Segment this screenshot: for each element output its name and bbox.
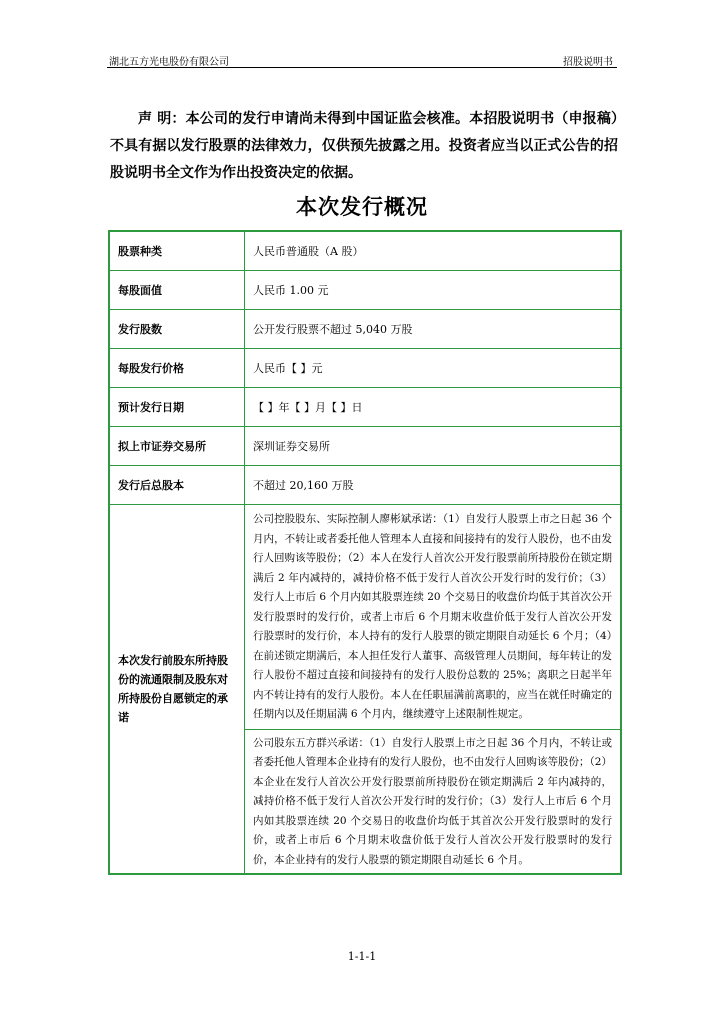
page-number: 1-1-1: [347, 950, 377, 963]
table-row: [109, 388, 621, 427]
table-row: [109, 466, 621, 505]
disclaimer-statement: 声 明：本公司的发行申请尚未得到中国证监会核准。本招股说明书（申报稿）不具有据以发行股票的法律效力，仅供预先披露之用。投资者应当以正式公告的招股说明书全文作为作出投资决定的依据。: [110, 111, 618, 181]
row-label: 预计发行日期: [109, 388, 245, 427]
header-document-type: 招股说明书: [563, 57, 613, 68]
table-row-lockup: [109, 505, 621, 875]
lockup-commitments: [245, 505, 622, 875]
row-label: 股票种类: [109, 231, 245, 271]
row-label: 发行后总股本: [109, 466, 245, 505]
page-header: [107, 47, 617, 68]
table-row: [109, 427, 621, 466]
row-label: 拟上市证券交易所: [109, 427, 245, 466]
row-value: 公开发行股票不超过 5,040 万股: [245, 310, 622, 349]
row-value: 深圳证券交易所: [245, 427, 622, 466]
lockup-label: 本次发行前股东所持股份的流通限制及股东对所持股份自愿锁定的承诺: [109, 505, 245, 875]
row-label: 每股发行价格: [109, 349, 245, 388]
controlling-shareholder-commitment: 公司控股股东、实际控制人廖彬斌承诺：（1）自发行人股票上市之日起 36 个月内，不转让或者委托他人管理本人直接和间接持有的发行人股份，也不由发行人回购该等股份；（2）本人在发行人首次公开发行股票前所持股份在锁定期满后 2 年内减持的，减持价格不低于发行人首次公开发行时的发行价；（3）发行人上市后 6 个月内如其股票连续 20 个交易日的收盘价均低于其首次公开发行股票时的发行价，或者上市后 6 个月期末收盘价低于发行人首次公开发行股票时的发行价，本人持有的发行人股票的锁定期限自动延长 6 个月；（4）在前述锁定期满后，本人担任发行人董事、高级管理人员期间，每年转让的发行人股份不超过直接和间接持有的发行人股份总数的 25%；离职之日起半年内不转让持有的发行人股份。本人在任职届满前离职的，应当在就任时确定的任期内以及任期届满 6 个月内，继续遵守上述限制性规定。: [253, 513, 612, 720]
row-value: 人民币 1.00 元: [245, 271, 622, 310]
page-title: 本次发行概况: [296, 195, 428, 219]
row-value: 人民币普通股（A 股）: [245, 231, 622, 271]
table-row: [109, 271, 621, 310]
row-label: 发行股数: [109, 310, 245, 349]
header-company-name: 湖北五方光电股份有限公司: [109, 57, 229, 68]
offering-overview-table: [108, 230, 622, 875]
row-label: 每股面值: [109, 271, 245, 310]
table-row: [109, 349, 621, 388]
shareholder-commitment: 公司股东五方群兴承诺：（1）自发行人股票上市之日起 36 个月内，不转让或者委托他人管理本企业持有的发行人股份，也不由发行人回购该等股份；（2）本企业在发行人首次公开发行股票前所持股份在锁定期满后 2 年内减持的，减持价格不低于发行人首次公开发行时的发行价；（3）发行人上市后 6 个月内如其股票连续 20 个交易日的收盘价均低于其首次公开发行股票时的发行价，或者上市后 6 个月期末收盘价低于发行人首次公开发行股票时的发行价，本企业持有的发行人股票的锁定期限自动延长 6 个月。: [245, 729, 620, 874]
row-value: 【 】年【 】月【 】日: [245, 388, 622, 427]
row-value: 不超过 20,160 万股: [245, 466, 622, 505]
table-row: [109, 310, 621, 349]
row-value: 人民币【 】元: [245, 349, 622, 388]
table-row: [109, 231, 621, 271]
